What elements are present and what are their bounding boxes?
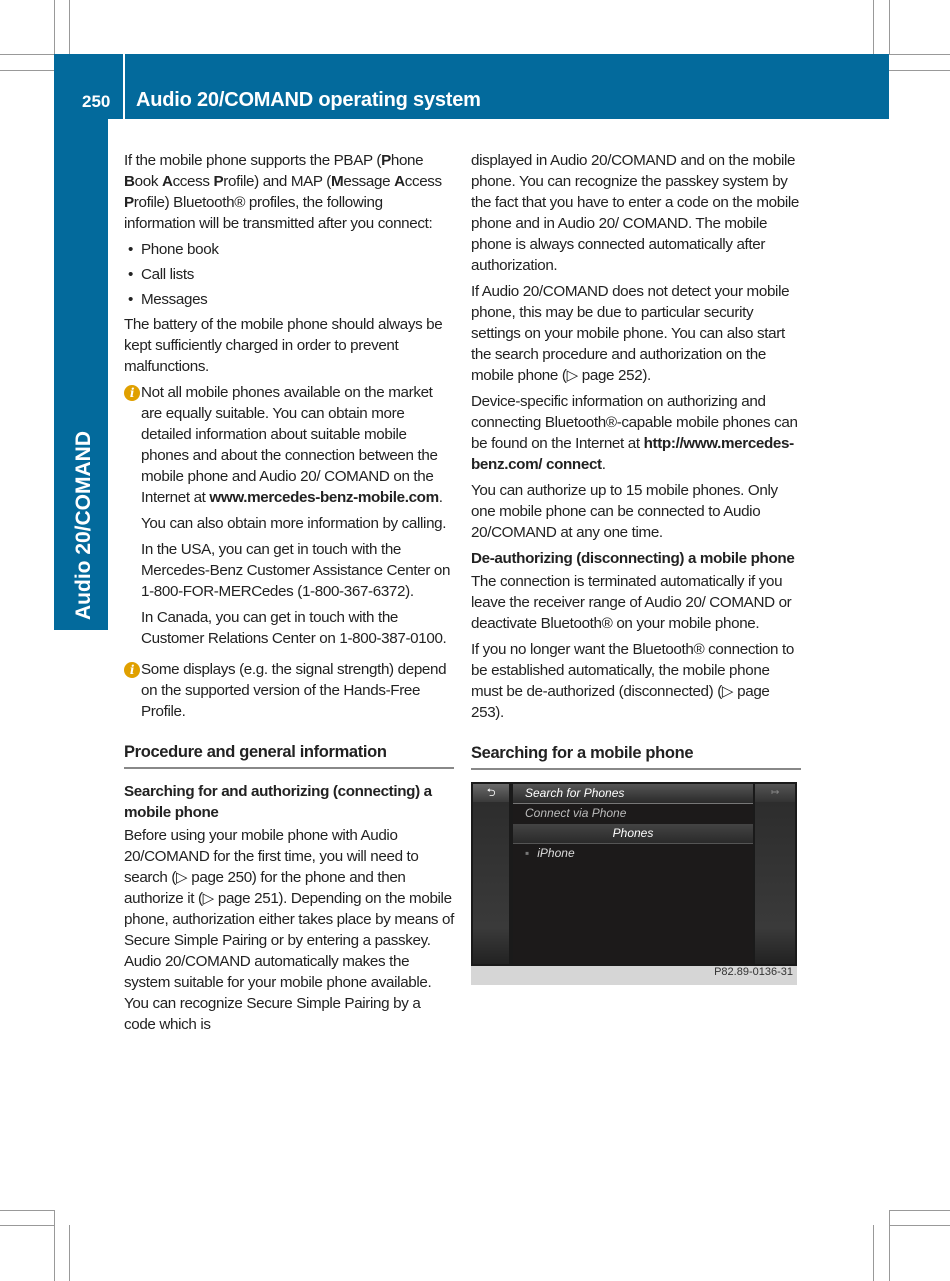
info-note	[124, 382, 454, 649]
section-heading	[471, 743, 801, 770]
text-run: essage	[343, 173, 395, 190]
paragraph	[471, 391, 801, 475]
text-run: The battery of the mobile phone should always be kept sufficiently charged in order to prevent malfunctions.	[124, 316, 443, 375]
forward-button[interactable]	[755, 784, 795, 802]
text-run: Device-specific information on authorizing and connecting Bluetooth®-capable mobile phones can be found on the Internet at	[471, 393, 798, 452]
info-paragraph	[141, 513, 454, 534]
menu-pane	[513, 784, 753, 964]
paragraph	[471, 150, 801, 276]
comand-screen	[471, 782, 797, 966]
text-run: Not all mobile phones available on the market are equally suitable. You can obtain more detailed information about suitable mobile phones and about the connection between the mobile phone and Audio 20/ COMAND on the Internet at	[141, 384, 438, 506]
menu-item-search-for-phones[interactable]: Search for Phones	[513, 784, 753, 804]
text-run: If the mobile phone supports the PBAP (	[124, 152, 382, 169]
info-paragraph	[141, 607, 454, 649]
forward-arrow-icon: ↦	[770, 787, 780, 798]
text-run: Messages	[141, 291, 208, 308]
info-paragraph	[141, 382, 454, 508]
text-run: De-authorizing (disconnecting) a mobile phone	[471, 550, 795, 567]
text-run: .	[438, 489, 443, 506]
paragraph	[471, 480, 801, 543]
text-run: In the USA, you can get in touch with the Mercedes-Benz Customer Assistance Center on 1-800-FOR-MERCedes (1-800-367-6372).	[141, 541, 451, 600]
device-name: iPhone	[537, 846, 575, 860]
text-run: In Canada, you can get in touch with the Customer Relations Center on 1-800-387-0100.	[141, 609, 447, 647]
section-heading	[124, 742, 454, 769]
text-run: rofile) and MAP (	[223, 173, 332, 190]
text-run: Procedure and general information	[124, 743, 387, 761]
section-tab	[54, 119, 108, 630]
paragraph	[124, 314, 454, 377]
back-button[interactable]	[473, 784, 509, 802]
paragraph	[471, 639, 801, 723]
info-paragraph	[141, 659, 454, 722]
text-run: You can authorize up to 15 mobile phones. Only one mobile phone can be connected to Audio 20/COMAND at any one time.	[471, 482, 778, 541]
bold-text: P	[213, 173, 224, 190]
bold-text: A	[394, 173, 405, 190]
subsection-heading	[471, 548, 801, 569]
text-run: ook	[134, 173, 162, 190]
right-pane	[755, 784, 795, 964]
left-pane	[473, 784, 509, 964]
text-run: Searching for and authorizing (connecting) a mobile phone	[124, 783, 432, 821]
info-icon: i	[124, 662, 140, 678]
bold-text: P	[381, 152, 391, 169]
header-divider	[123, 54, 125, 119]
bold-text: A	[161, 173, 173, 190]
info-icon: i	[124, 385, 140, 401]
text-run: Before using your mobile phone with Audio 20/COMAND for the first time, you will need to search (▷ page 250) for the phone and then authorize it (▷ page 251). Depending on the mobile phone, authorization either takes place by means of Secure Simple Pairing or by entering a passkey. Audio 20/COMAND automatically makes the system suitable for your mobile phone available. You can recognize Secure Simple Pairing by a code which is	[124, 827, 454, 1033]
subsection-heading	[124, 781, 454, 823]
text-run: If Audio 20/COMAND does not detect your mobile phone, this may be due to particular security settings on your mobile phone. You can also start the search procedure and authorization on the mobile phone (▷ page 252).	[471, 283, 790, 384]
page-title: Audio 20/COMAND operating system	[136, 89, 481, 111]
menu-item-connect-via-phone[interactable]: Connect via Phone	[525, 806, 627, 820]
text-run: Call lists	[141, 266, 195, 283]
screen-figure	[471, 782, 797, 985]
text-run: ccess	[172, 173, 214, 190]
text-run: .	[601, 456, 606, 473]
bullet-item	[124, 264, 454, 285]
bold-text: B	[124, 173, 135, 190]
paragraph	[124, 150, 454, 234]
device-item-iphone[interactable]	[513, 844, 753, 863]
text-run: Some displays (e.g. the signal strength) depend on the supported version of the Hands-Free Profile.	[141, 661, 447, 720]
bold-text[interactable]: http://www.mercedes-benz.com/ connect	[471, 435, 794, 473]
text-run: displayed in Audio 20/COMAND and on the mobile phone. You can recognize the passkey system by the fact that you have to enter a code on the mobile phone and in Audio 20/ COMAND. The mobile phone is always connected automatically after authorization.	[471, 152, 799, 274]
text-run: If you no longer want the Bluetooth® connection to be established automatically, the mobile phone must be de-authorized (disconnected) (▷ page 253).	[471, 641, 794, 721]
text-run: The connection is terminated automatically if you leave the receiver range of Audio 20/ COMAND or deactivate Bluetooth® on your mobile phone.	[471, 573, 792, 632]
text-run: hone	[390, 152, 424, 169]
page-header	[54, 54, 889, 119]
info-note	[124, 659, 454, 722]
info-paragraph	[141, 539, 454, 602]
paragraph	[124, 825, 454, 1035]
bold-text: M	[331, 173, 344, 190]
bold-text[interactable]: www.mercedes-benz-mobile.com	[209, 489, 439, 506]
text-run: Phone book	[141, 241, 219, 258]
page-number: 250	[82, 92, 111, 111]
paragraph	[471, 281, 801, 386]
left-column	[124, 150, 454, 1040]
text-run: ccess	[404, 173, 442, 190]
right-column	[471, 150, 801, 985]
back-arrow-icon: ⮌	[486, 787, 496, 799]
text-run: Searching for a mobile phone	[471, 744, 694, 762]
paragraph	[471, 571, 801, 634]
section-tab-label: Audio 20/COMAND	[72, 431, 95, 620]
bullet-icon: ▪	[525, 846, 530, 860]
bullet-item	[124, 289, 454, 310]
text-run: You can also obtain more information by calling.	[141, 515, 447, 532]
text-run: rofile) Bluetooth® profiles, the following information will be transmitted after you connect:	[124, 194, 433, 232]
bullet-item	[124, 239, 454, 260]
phones-section-header: Phones	[513, 824, 753, 844]
bold-text: P	[124, 194, 134, 211]
figure-caption: P82.89-0136-31	[714, 966, 793, 978]
